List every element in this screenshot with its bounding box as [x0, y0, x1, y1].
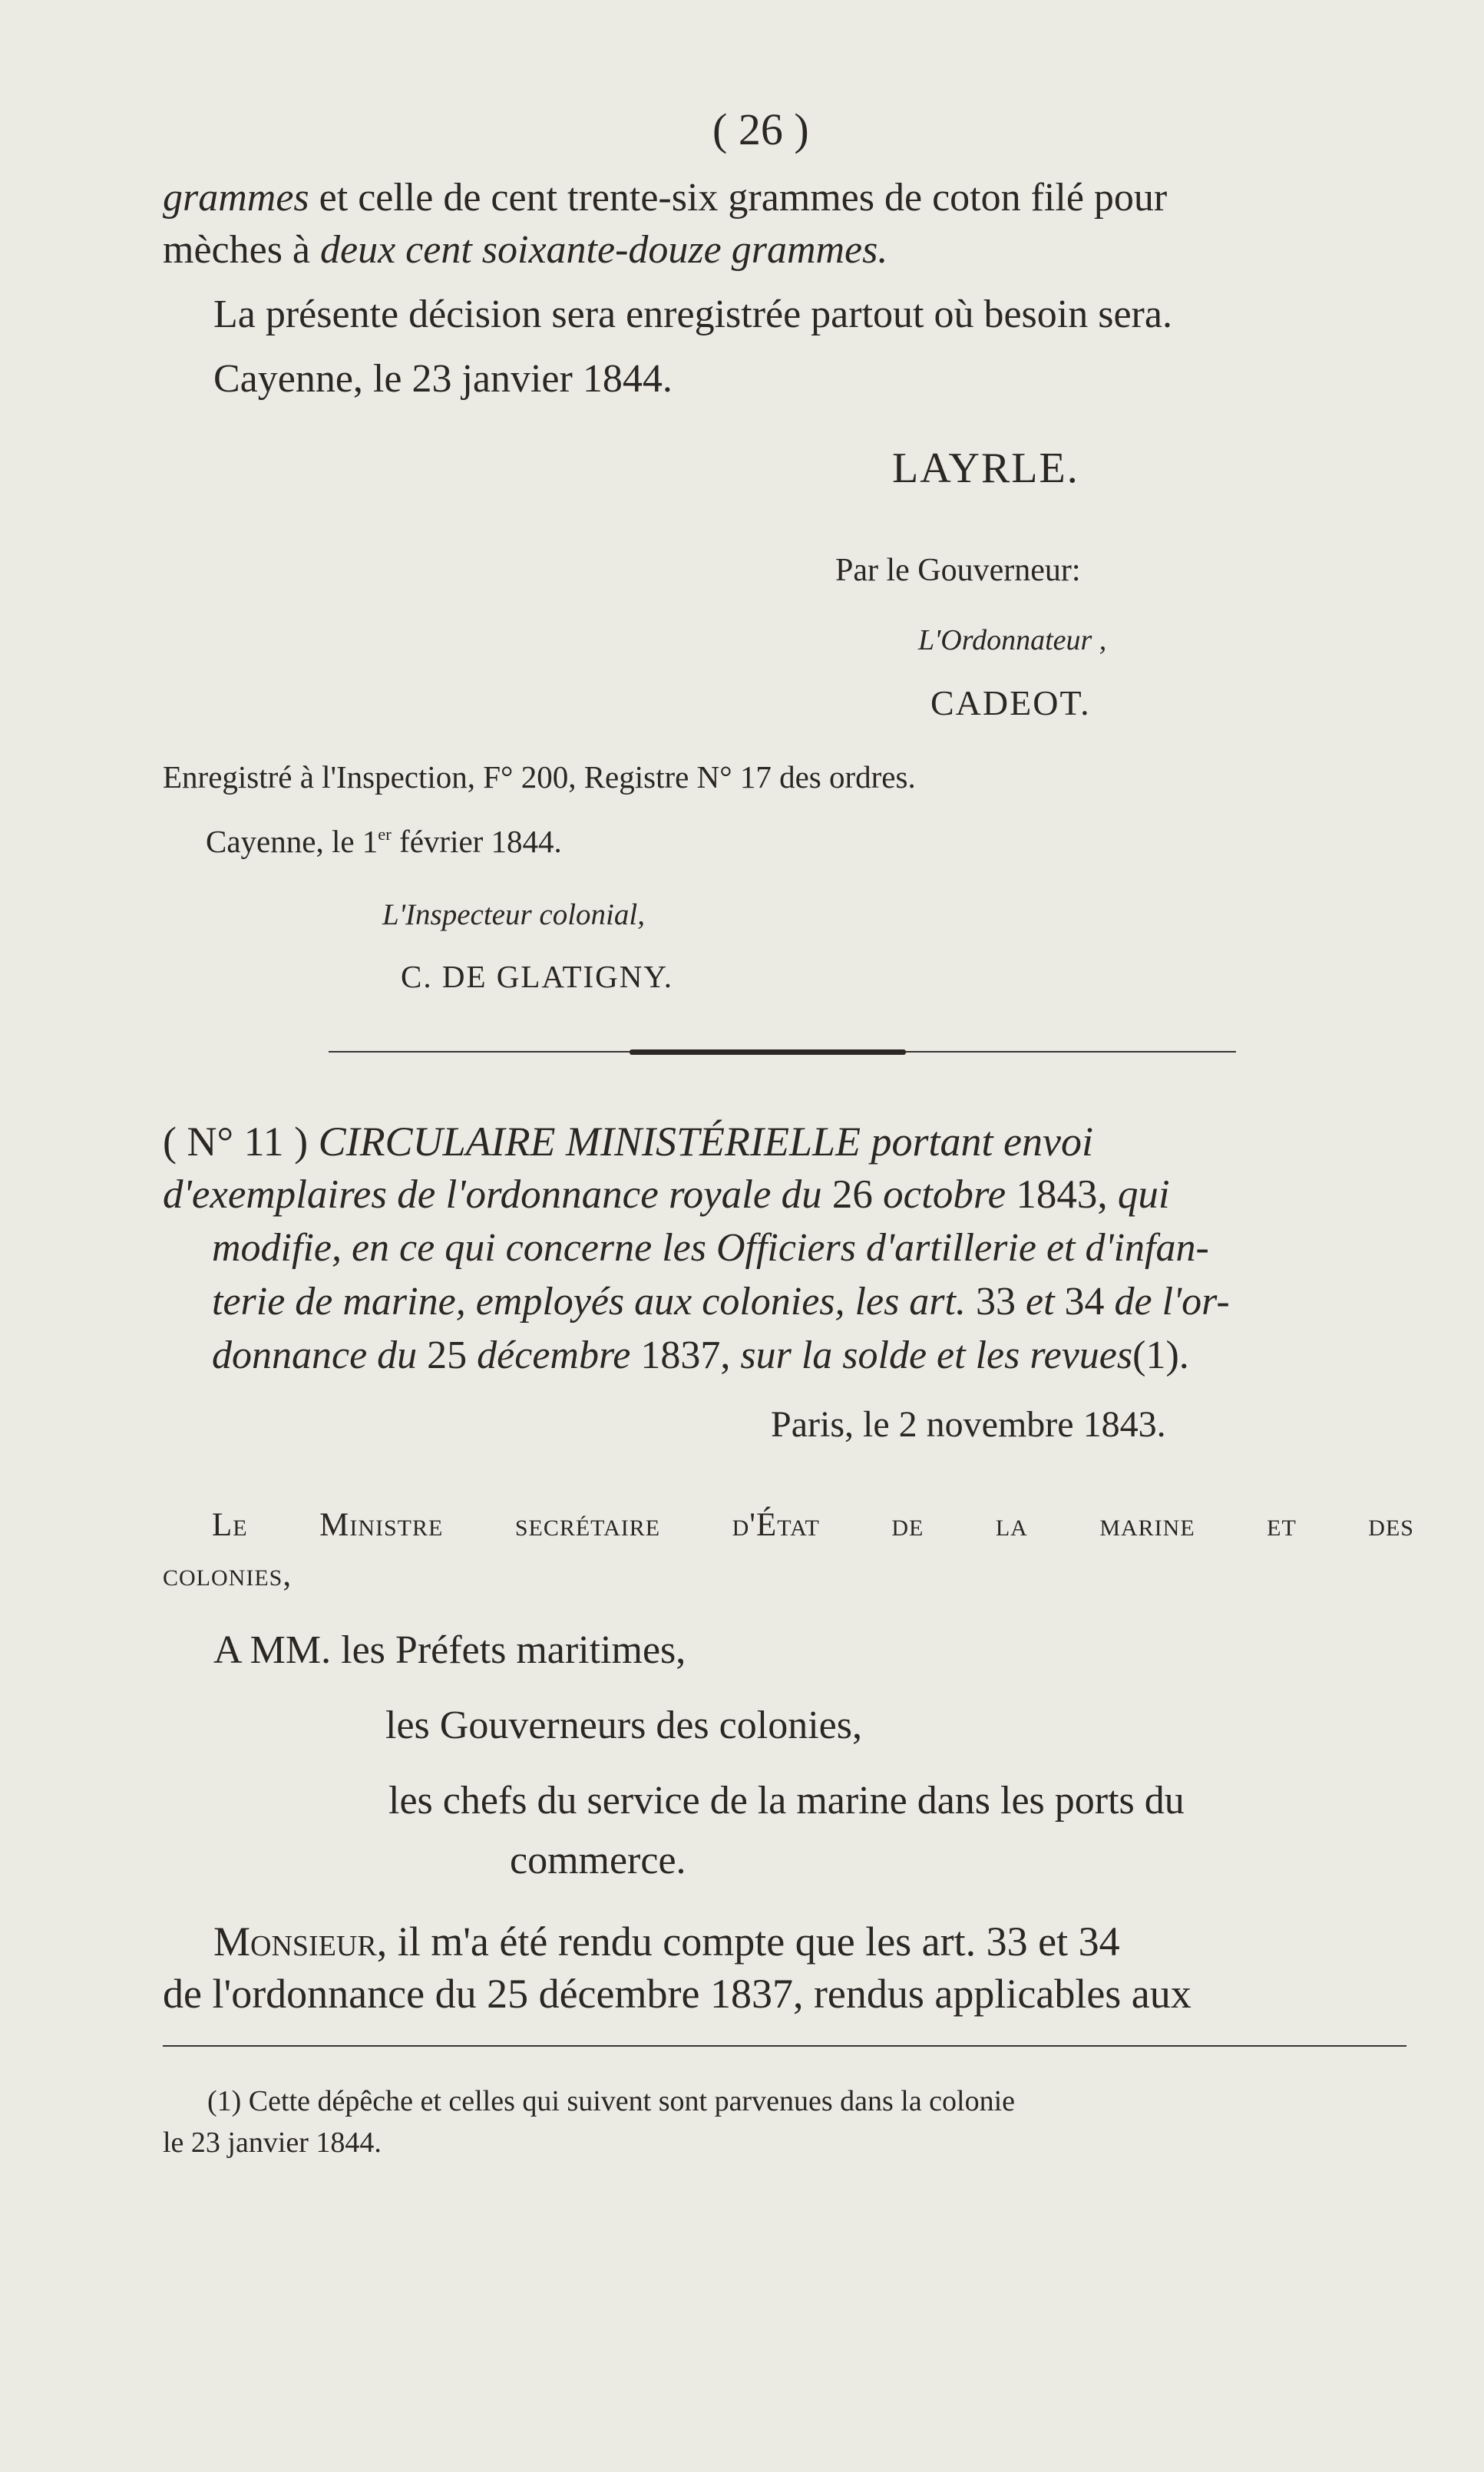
inspecteur-title: L'Inspecteur colonial, [382, 898, 645, 931]
circulaire-title-line: modifie, en ce qui concerne les Officiers d'artillerie et d'infan- [212, 1226, 1209, 1270]
text-italic: grammes [163, 176, 309, 220]
text-italic: de l'or- [1104, 1280, 1230, 1324]
text-segment: 1843, [1016, 1172, 1108, 1217]
text-italic: d'exemplaires de l'ordonnance royale du [163, 1172, 832, 1217]
ministre-line: colonies, [163, 1557, 293, 1593]
text-italic: CIRCULAIRE MINISTÉRIELLE [318, 1119, 861, 1165]
paragraph-line: de l'ordonnance du 25 décembre 1837, rendus applicables aux [163, 1971, 1191, 2017]
superscript: er [378, 825, 392, 844]
registration-date [206, 826, 562, 858]
ordonnateur-title: L'Ordonnateur , [918, 624, 1107, 656]
text-italic: terie de marine, employés aux colonies, les art. [212, 1280, 976, 1324]
registration-line: Enregistré à l'Inspection, F° 200, Registre N° 17 des ordres. [163, 759, 916, 795]
separator-rule-thick [630, 1049, 906, 1055]
text-italic: deux cent soixante-douze grammes. [320, 228, 888, 272]
par-le-gouverneur: Par le Gouverneur: [835, 553, 1081, 588]
text-segment: (1). [1132, 1333, 1189, 1377]
footnote-line: (1) Cette dépêche et celles qui suivent sont parvenues dans la colonie [207, 2085, 1016, 2117]
text-italic: donnance du [212, 1333, 428, 1377]
circulaire-number: ( N° 11 ) [163, 1119, 319, 1165]
text-segment: , il m'a été rendu compte que les art. 33 et 34 [376, 1918, 1120, 1965]
paragraph-line [213, 1918, 1120, 1965]
text-segment: 34 [1064, 1280, 1105, 1324]
text-italic: et [1015, 1280, 1065, 1324]
footnote-rule [163, 2045, 1406, 2047]
text-italic: décembre [467, 1333, 641, 1377]
addressee-line: les Gouverneurs des colonies, [385, 1704, 862, 1747]
inspecteur-name: C. DE GLATIGNY. [401, 959, 673, 994]
addressee-line: commerce. [510, 1839, 686, 1882]
ordonnateur-name: CADEOT. [930, 683, 1091, 722]
text-italic: portant envoi [861, 1119, 1093, 1165]
text-line [163, 178, 1167, 218]
circulaire-title-line [212, 1333, 1189, 1377]
text-italic: sur la solde et les revues [730, 1333, 1133, 1377]
text-segment: et celle de cent trente-six grammes de coton filé pour [309, 176, 1168, 220]
text-segment: 25 [427, 1333, 468, 1377]
footnote-line: le 23 janvier 1844. [163, 2127, 382, 2159]
circulaire-title-line [163, 1119, 1093, 1165]
text-italic: qui [1107, 1172, 1170, 1217]
text-italic: octobre [872, 1172, 1016, 1217]
text-line: La présente décision sera enregistrée partout où besoin sera. [213, 292, 1172, 336]
text-segment: mèches à [163, 228, 321, 272]
text-segment: Cayenne, le 1 [206, 824, 378, 859]
circulaire-title-line [163, 1172, 1170, 1217]
text-segment: février 1844. [391, 824, 562, 859]
text-segment: 26 [831, 1172, 873, 1217]
text-segment: 33 [975, 1280, 1016, 1324]
text-line [163, 230, 887, 270]
circulaire-title-line [212, 1282, 1230, 1322]
circulaire-date: Paris, le 2 novembre 1843. [771, 1404, 1166, 1445]
page-number: ( 26 ) [712, 104, 809, 154]
text-line: Cayenne, le 23 janvier 1844. [213, 357, 673, 401]
addressee-line: les chefs du service de la marine dans les ports du [388, 1779, 1185, 1823]
signature-layrle: LAYRLE. [892, 444, 1079, 492]
ministre-line: Le Ministre secrétaire d'État de la marine et des [212, 1507, 1414, 1543]
text-segment: 1837, [640, 1333, 731, 1377]
addressee-line: A MM. les Préfets maritimes, [213, 1628, 686, 1672]
monsieur-salutation: Monsieur [213, 1918, 377, 1965]
